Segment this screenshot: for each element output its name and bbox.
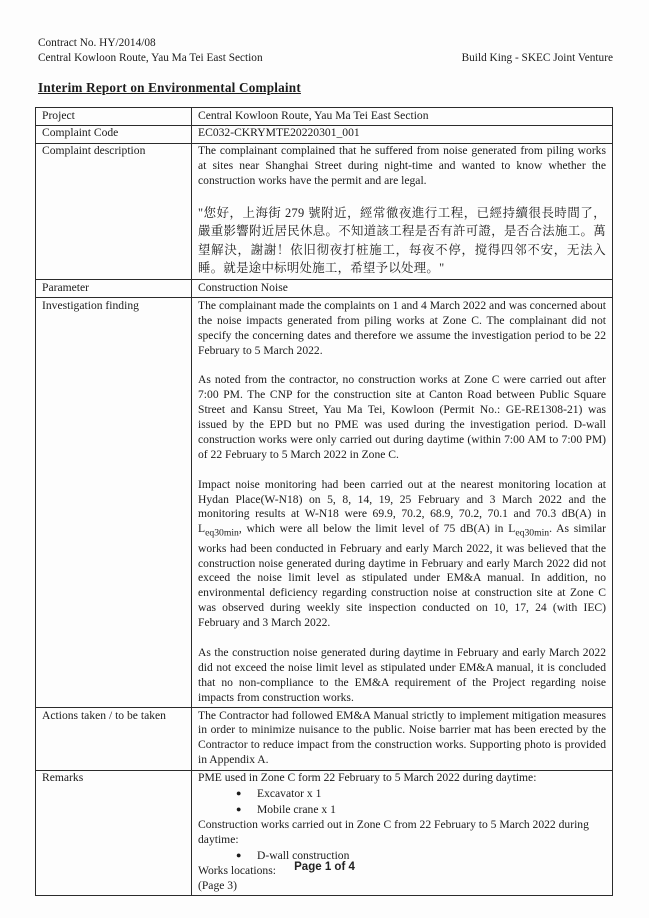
bullet-text: D-wall construction	[257, 848, 350, 862]
table-row	[36, 770, 613, 895]
table-row	[36, 108, 613, 126]
report-table	[35, 107, 613, 896]
row-value	[192, 770, 613, 895]
row-label: Actions taken / to be taken	[36, 708, 192, 771]
row-label: Complaint description	[36, 143, 192, 280]
text-line: As noted from the contractor, no construction works at Zone C were carried out after 7:00 PM. The CNP for the construction site at Canton Road between Public Square Street and Kansu Street, Yau Ma Tei, Kowloon (Permit No.: GE-RE1308-21) was issued by the EPD but no PME was used during the investigation period. D-wall construction works were only carried out during daytime (within 7:00 AM to 7:00 PM) of 22 February to 5 March 2022 in Zone C.	[198, 373, 606, 461]
text-line: (Page 3)	[198, 878, 237, 892]
text-line: EC032-CKRYMTE20220301_001	[198, 126, 360, 140]
text-line: The Contractor had followed EM&A Manual strictly to implement mitigation measures in order to minimize nuisance to the public. Noise barrier mat has been erected by the Contractor to reduce impact from the construction works. Supporting photo is provided in Appendix A.	[198, 708, 606, 767]
row-value	[192, 125, 613, 143]
table-row	[36, 280, 613, 298]
bullet-icon: ●	[236, 788, 242, 799]
bullet-item	[198, 802, 606, 818]
row-value	[192, 143, 613, 280]
page-title: Interim Report on Environmental Complaint	[38, 80, 301, 95]
blank-line	[198, 631, 606, 646]
contract-number: Contract No. HY/2014/08	[38, 37, 156, 49]
row-label: Complaint Code	[36, 125, 192, 143]
text-line: The complainant made the complaints on 1 and 4 March 2022 and was concerned about the noise impacts generated from piling works at Zone C. The complainant did not specify the concerning dates and therefore we assume the investigation period to be 22 February to 5 March 2022.	[198, 298, 606, 357]
bullet-icon: ●	[236, 804, 242, 814]
report-table-body	[36, 108, 613, 896]
joint-venture-name: Build King - SKEC Joint Venture	[461, 52, 613, 64]
row-value	[192, 108, 613, 126]
bullet-text: Excavator x 1	[257, 787, 322, 801]
text-line: The complainant complained that he suffered from noise generated from piling works at sites near Shanghai Street during night-time and wanted to know whether the construction works have the permit and are legal.	[198, 144, 606, 188]
subscript-text: eq30min	[205, 527, 239, 539]
text-line: Central Kowloon Route, Yau Ma Tei East Section	[198, 108, 429, 122]
text-line: Construction works carried out in Zone C from 22 February to 5 March 2022 during daytime:	[198, 817, 589, 846]
row-label: Parameter	[36, 280, 192, 298]
row-label: Investigation finding	[36, 298, 192, 708]
table-row	[36, 298, 613, 708]
document-header	[38, 36, 613, 66]
row-value	[192, 708, 613, 771]
blank-line	[198, 189, 606, 204]
header-left-block	[38, 36, 263, 66]
text-line: PME used in Zone C form 22 February to 5 March 2022 during daytime:	[198, 771, 537, 785]
subscript-text: eq30min	[515, 527, 550, 539]
row-label: Remarks	[36, 770, 192, 895]
row-value	[192, 298, 613, 708]
text-line: Works locations:	[198, 863, 276, 877]
bullet-item	[198, 786, 606, 802]
bullet-icon: ●	[236, 849, 242, 860]
blank-line	[198, 463, 606, 478]
text-line: As the construction noise generated during daytime in February and early March 2022 did not exceed the noise limit level as stipulated under EM&A manual, it is concluded that no non-compliance to the EM&A requirement of the Project regarding noise impacts from construction works.	[198, 645, 606, 704]
table-row	[36, 143, 613, 280]
text-line: Construction Noise	[198, 280, 288, 294]
text-line: Impact noise monitoring had been carried out at the nearest monitoring location at Hydan Place(W-N18) on 5, 8, 14, 19, 25 February and 3 March 2022 and the monitoring results at W-N18 were 69.9, 70.2, 68.9, 70.2, 70.1 and 70.3 dB(A) in $L_{eq30min}$, which were all below the limit level of 75 dB(A) in $L_{eq30min}$. As similar works had been conducted in February and early March 2022, it was believed that the construction noise generated during daytime in February and early March 2022 did not exceed the noise limit level as stipulated under EM&A manual. In addition, no environmental deficiency regarding construction noise at construction site at Zone C was observed during weekly site inspection conducted on 10, 17, 24 (with IEC) February and 3 March 2022.	[198, 477, 606, 630]
table-row	[36, 125, 613, 143]
row-value	[192, 280, 613, 298]
bullet-text: Mobile crane x 1	[257, 803, 336, 816]
table-row	[36, 708, 613, 771]
page-number: Page 1 of 4	[294, 861, 355, 873]
complaint-quote-zh: "您好，上海街 279 號附近，經常徹夜進行工程，已經持續很長時間了，嚴重影響附近居民休息。不知道該工程是否有許可證，是否合法施工。萬望解決，謝謝！依旧彻夜打桩施工，每夜不停，搅得四邻不安，无法入睡。就是途中标明处施工，希望予以处理。"	[198, 205, 606, 276]
blank-line	[198, 358, 606, 373]
row-label: Project	[36, 108, 192, 126]
project-name-line: Central Kowloon Route, Yau Ma Tei East Section	[38, 52, 263, 64]
